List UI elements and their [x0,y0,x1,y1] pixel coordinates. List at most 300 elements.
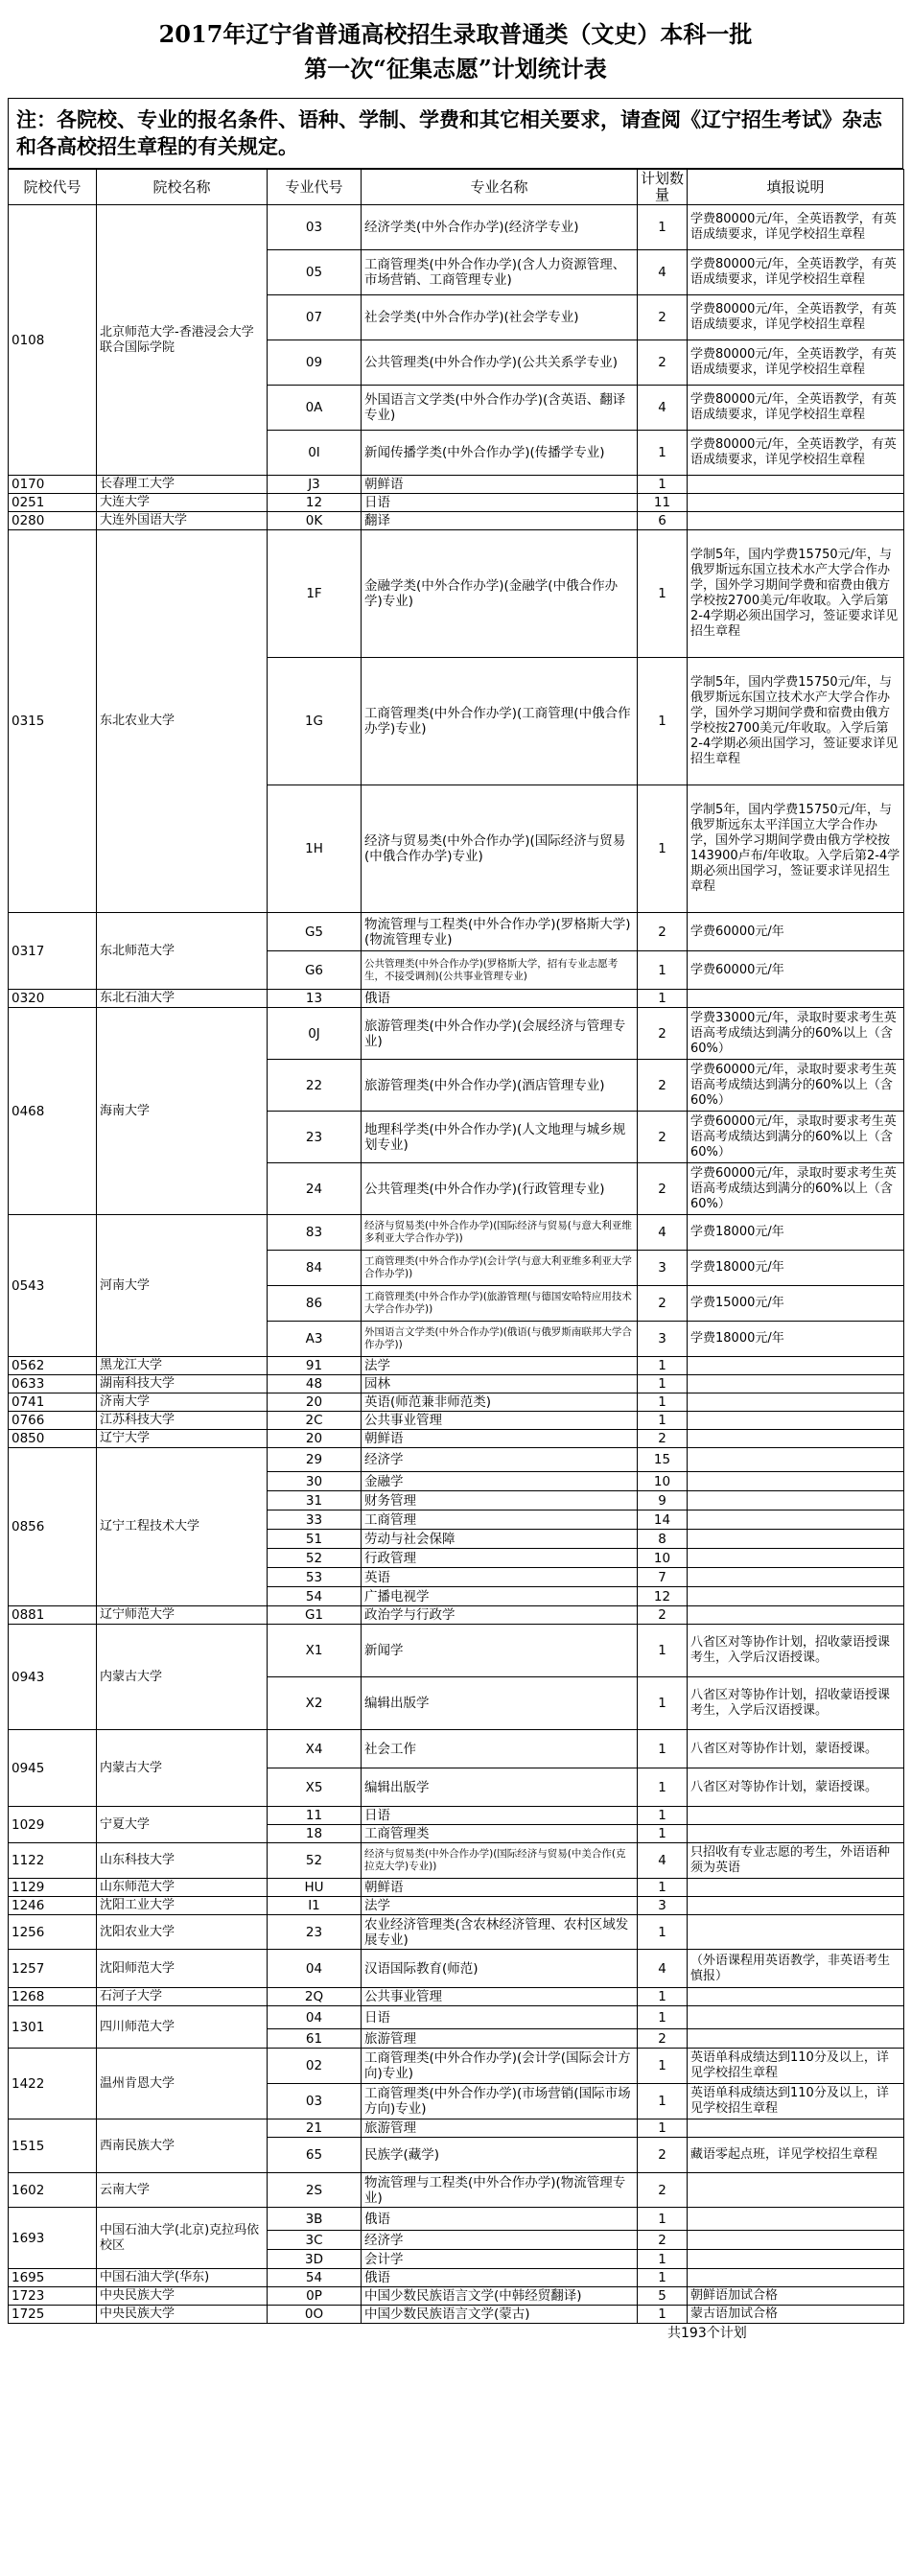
note-box: 注：各院校、专业的报名条件、语种、学制、学费和其它相关要求，请查阅《辽宁招生考试》杂志和各高校招生章程的有关规定。 [8,98,903,169]
header-school-name: 院校名称 [97,170,268,205]
school-name-cell: 云南大学 [97,2173,268,2208]
major-code-cell: 53 [268,1568,362,1587]
school-code-cell: 0317 [9,913,97,990]
fill-note-cell [688,2208,904,2231]
major-code-cell: J3 [268,476,362,494]
fill-note-cell: 英语单科成绩达到110分及以上，详见学校招生章程 [688,2049,904,2084]
major-code-cell: A3 [268,1322,362,1357]
school-name-cell: 中央民族大学 [97,2287,268,2306]
major-name-cell: 财务管理 [362,1491,638,1510]
major-code-cell: X2 [268,1677,362,1730]
header-major-code: 专业代号 [268,170,362,205]
plan-count-cell: 1 [638,530,688,658]
major-name-cell: 日语 [362,2006,638,2029]
table-row [9,2119,904,2138]
major-name-cell: 朝鲜语 [362,1430,638,1448]
school-code-cell: 1246 [9,1897,97,1915]
school-name-cell: 江苏科技大学 [97,1412,268,1430]
school-code-cell: 1422 [9,2049,97,2119]
major-code-cell: 52 [268,1843,362,1879]
table-row [9,1915,904,1950]
major-code-cell: 61 [268,2029,362,2049]
school-code-cell: 1602 [9,2173,97,2208]
school-name-cell: 山东师范大学 [97,1879,268,1897]
table-row [9,913,904,951]
major-code-cell: 1F [268,530,362,658]
fill-note-cell: 学费60000元/年 [688,913,904,951]
plan-count-cell: 1 [638,1393,688,1412]
major-code-cell: 86 [268,1286,362,1322]
school-name-cell: 宁夏大学 [97,1807,268,1843]
table-header-row [9,170,904,205]
table-row [9,1430,904,1448]
fill-note-cell: 学费33000元/年，录取时要求考生英语高考成绩达到满分的60%以上（含60%） [688,1008,904,1060]
table-row [9,1988,904,2006]
plan-count-cell: 1 [638,1915,688,1950]
school-name-cell: 内蒙古大学 [97,1730,268,1807]
school-name-cell: 辽宁师范大学 [97,1606,268,1625]
plan-count-cell: 2 [638,1163,688,1215]
plan-count-cell: 1 [638,205,688,250]
fill-note-cell [688,2231,904,2250]
school-code-cell: 0562 [9,1357,97,1375]
plan-count-cell: 2 [638,1430,688,1448]
major-name-cell: 金融学 [362,1472,638,1491]
school-name-cell: 东北石油大学 [97,990,268,1008]
major-name-cell: 工商管理类 [362,1825,638,1843]
fill-note-cell [688,476,904,494]
school-code-cell: 1301 [9,2006,97,2049]
school-name-cell: 山东科技大学 [97,1843,268,1879]
plan-count-cell: 2 [638,2138,688,2173]
major-code-cell: X5 [268,1768,362,1807]
plan-count-cell: 1 [638,2119,688,2138]
fill-note-cell [688,1879,904,1897]
school-code-cell: 0850 [9,1430,97,1448]
table-row [9,205,904,250]
major-code-cell: 13 [268,990,362,1008]
school-code-cell: 0741 [9,1393,97,1412]
major-code-cell: 0K [268,512,362,530]
major-code-cell: 03 [268,2084,362,2119]
table-row [9,1008,904,1060]
major-name-cell: 编辑出版学 [362,1768,638,1807]
major-code-cell: 21 [268,2119,362,2138]
major-code-cell: 29 [268,1448,362,1472]
plan-count-cell: 1 [638,2250,688,2269]
major-code-cell: 20 [268,1430,362,1448]
major-code-cell: 48 [268,1375,362,1393]
major-name-cell: 工商管理类(中外合作办学)(工商管理(中俄合作办学)专业) [362,658,638,785]
title-line-1: 2017年辽宁省普通高校招生录取普通类（文史）本科一批 [158,20,753,48]
fill-note-cell: 学费18000元/年 [688,1215,904,1251]
major-code-cell: X4 [268,1730,362,1768]
major-name-cell: 英语 [362,1568,638,1587]
fill-note-cell: 学费60000元/年，录取时要求考生英语高考成绩达到满分的60%以上（含60%） [688,1163,904,1215]
plan-count-cell: 1 [638,2306,688,2324]
major-name-cell: 物流管理与工程类(中外合作办学)(罗格斯大学)(物流管理专业) [362,913,638,951]
plan-count-cell: 2 [638,2231,688,2250]
major-code-cell: 1H [268,785,362,913]
fill-note-cell [688,1412,904,1430]
school-code-cell: 1256 [9,1915,97,1950]
table-row [9,1879,904,1897]
plan-count-cell: 2 [638,1060,688,1112]
major-code-cell: 0O [268,2306,362,2324]
fill-note-cell: 学费60000元/年 [688,951,904,990]
school-code-cell: 0881 [9,1606,97,1625]
plan-count-cell: 1 [638,2084,688,2119]
plan-count-cell: 1 [638,2269,688,2287]
major-name-cell: 经济与贸易类(中外合作办学)(国际经济与贸易(与意大利亚维多利亚大学合作办学)) [362,1215,638,1251]
fill-note-cell [688,2269,904,2287]
school-name-cell: 大连外国语大学 [97,512,268,530]
school-code-cell: 0468 [9,1008,97,1215]
plan-count-cell: 1 [638,1357,688,1375]
school-code-cell: 0320 [9,990,97,1008]
school-code-cell: 0251 [9,494,97,512]
plan-count-cell: 1 [638,1768,688,1807]
major-code-cell: 51 [268,1530,362,1549]
fill-note-cell [688,1491,904,1510]
major-name-cell: 行政管理 [362,1549,638,1568]
fill-note-cell [688,2173,904,2208]
school-name-cell: 温州肯恩大学 [97,2049,268,2119]
school-name-cell: 济南大学 [97,1393,268,1412]
major-code-cell: 1G [268,658,362,785]
fill-note-cell [688,1897,904,1915]
major-code-cell: 12 [268,494,362,512]
major-name-cell: 社会学类(中外合作办学)(社会学专业) [362,295,638,340]
plan-count-cell: 2 [638,1286,688,1322]
table-row [9,1412,904,1430]
major-name-cell: 民族学(藏学) [362,2138,638,2173]
school-name-cell: 中国石油大学(华东) [97,2269,268,2287]
plan-count-cell: 1 [638,431,688,476]
major-name-cell: 广播电视学 [362,1587,638,1606]
fill-note-cell: 学制5年，国内学费15750元/年，与俄罗斯远东国立技术水产大学合作办学，国外学习期间学费和宿费由俄方学校按2700美元/年收取。入学后第2-4学期必须出国学习，签证要求详见招生章程 [688,530,904,658]
plan-count-cell: 9 [638,1491,688,1510]
major-name-cell: 俄语 [362,2269,638,2287]
major-code-cell: 0I [268,431,362,476]
fill-note-cell: 英语单科成绩达到110分及以上，详见学校招生章程 [688,2084,904,2119]
table-row [9,1730,904,1768]
major-name-cell: 劳动与社会保障 [362,1530,638,1549]
school-code-cell: 1129 [9,1879,97,1897]
major-name-cell: 旅游管理 [362,2029,638,2049]
major-name-cell: 工商管理类(中外合作办学)(会计学(与意大利亚维多利亚大学合作办学)) [362,1251,638,1286]
fill-note-cell: 学费18000元/年 [688,1251,904,1286]
title-line-2: 第一次“征集志愿”计划统计表 [304,55,607,82]
table-row [9,494,904,512]
fill-note-cell: 学费80000元/年，全英语教学，有英语成绩要求，详见学校招生章程 [688,386,904,431]
major-name-cell: 社会工作 [362,1730,638,1768]
plan-count-cell: 1 [638,1730,688,1768]
fill-note-cell: 只招收有专业志愿的考生，外语语种须为英语 [688,1843,904,1879]
fill-note-cell: 学费80000元/年，全英语教学，有英语成绩要求，详见学校招生章程 [688,431,904,476]
major-name-cell: 政治学与行政学 [362,1606,638,1625]
major-code-cell: 31 [268,1491,362,1510]
fill-note-cell: 学费80000元/年，全英语教学，有英语成绩要求，详见学校招生章程 [688,205,904,250]
major-name-cell: 法学 [362,1357,638,1375]
school-name-cell: 长春理工大学 [97,476,268,494]
fill-note-cell [688,1807,904,1825]
school-code-cell: 1695 [9,2269,97,2287]
major-name-cell: 朝鲜语 [362,1879,638,1897]
school-name-cell: 辽宁工程技术大学 [97,1448,268,1606]
school-name-cell: 海南大学 [97,1008,268,1215]
plan-count-cell: 7 [638,1568,688,1587]
school-name-cell: 东北农业大学 [97,530,268,913]
school-code-cell: 0315 [9,530,97,913]
major-code-cell: 65 [268,2138,362,2173]
header-school-code: 院校代号 [9,170,97,205]
school-code-cell: 0280 [9,512,97,530]
major-name-cell: 外国语言文学类(中外合作办学)(俄语(与俄罗斯南联邦大学合作办学)) [362,1322,638,1357]
major-name-cell: 经济学类(中外合作办学)(经济学专业) [362,205,638,250]
major-name-cell: 工商管理类(中外合作办学)(市场营销(国际市场方向)专业) [362,2084,638,2119]
major-name-cell: 工商管理类(中外合作办学)(含人力资源管理、市场营销、工商管理专业) [362,250,638,295]
major-name-cell: 俄语 [362,990,638,1008]
school-name-cell: 大连大学 [97,494,268,512]
plan-count-cell: 1 [638,1412,688,1430]
plan-count-cell: 1 [638,2208,688,2231]
school-name-cell: 北京师范大学-香港浸会大学联合国际学院 [97,205,268,476]
major-name-cell: 新闻学 [362,1625,638,1677]
table-row [9,1215,904,1251]
major-code-cell: HU [268,1879,362,1897]
plan-count-cell: 2 [638,2173,688,2208]
major-code-cell: 04 [268,1950,362,1988]
table-row [9,2269,904,2287]
fill-note-cell: 八省区对等协作计划，蒙语授课。 [688,1768,904,1807]
major-code-cell: 0A [268,386,362,431]
school-name-cell: 石河子大学 [97,1988,268,2006]
plan-count-cell: 1 [638,2049,688,2084]
major-name-cell: 公共事业管理 [362,1412,638,1430]
major-name-cell: 金融学类(中外合作办学)(金融学(中俄合作办学)专业) [362,530,638,658]
school-name-cell: 中国石油大学(北京)克拉玛依校区 [97,2208,268,2269]
school-code-cell: 0856 [9,1448,97,1606]
fill-note-cell [688,2029,904,2049]
fill-note-cell: 学费80000元/年，全英语教学，有英语成绩要求，详见学校招生章程 [688,295,904,340]
plan-count-cell: 5 [638,2287,688,2306]
plan-count-cell: 1 [638,1375,688,1393]
school-name-cell: 黑龙江大学 [97,1357,268,1375]
major-name-cell: 外国语言文学类(中外合作办学)(含英语、翻译专业) [362,386,638,431]
table-row [9,1950,904,1988]
fill-note-cell [688,2006,904,2029]
fill-note-cell: 藏语零起点班，详见学校招生章程 [688,2138,904,2173]
plan-count-cell: 3 [638,1897,688,1915]
plan-count-cell: 12 [638,1587,688,1606]
major-name-cell: 日语 [362,494,638,512]
major-name-cell: 旅游管理 [362,2119,638,2138]
school-code-cell: 0108 [9,205,97,476]
plan-count-cell: 8 [638,1530,688,1549]
table-row [9,1375,904,1393]
fill-note-cell [688,1375,904,1393]
plan-count-cell: 1 [638,1879,688,1897]
major-name-cell: 地理科学类(中外合作办学)(人文地理与城乡规划专业) [362,1112,638,1163]
major-name-cell: 经济学 [362,2231,638,2250]
fill-note-cell: 学制5年，国内学费15750元/年，与俄罗斯远东国立技术水产大学合作办学，国外学习期间学费和宿费由俄方学校按2700美元/年收取。入学后第2-4学期必须出国学习，签证要求详见招生章程 [688,658,904,785]
major-name-cell: 工商管理 [362,1510,638,1530]
major-name-cell: 中国少数民族语言文学(蒙古) [362,2306,638,2324]
plan-count-cell: 10 [638,1472,688,1491]
fill-note-cell: 八省区对等协作计划，招收蒙语授课考生，入学后汉语授课。 [688,1625,904,1677]
table-row [9,1625,904,1677]
major-code-cell: 30 [268,1472,362,1491]
major-code-cell: 3C [268,2231,362,2250]
plan-count-cell: 3 [638,1322,688,1357]
school-name-cell: 四川师范大学 [97,2006,268,2049]
school-code-cell: 1122 [9,1843,97,1879]
table-row [9,2049,904,2084]
table-row [9,1843,904,1879]
major-name-cell: 汉语国际教育(师范) [362,1950,638,1988]
total-count: 共193个计划 [667,2326,747,2341]
major-code-cell: 2Q [268,1988,362,2006]
plan-count-cell: 1 [638,2006,688,2029]
plan-count-cell: 1 [638,1825,688,1843]
major-code-cell: 18 [268,1825,362,1843]
plan-count-cell: 2 [638,295,688,340]
major-name-cell: 工商管理类(中外合作办学)(会计学(国际会计方向)专业) [362,2049,638,2084]
header-major-name: 专业名称 [362,170,638,205]
fill-note-cell: 蒙古语加试合格 [688,2306,904,2324]
major-name-cell: 旅游管理类(中外合作办学)(会展经济与管理专业) [362,1008,638,1060]
plan-count-cell: 10 [638,1549,688,1568]
major-name-cell: 法学 [362,1897,638,1915]
plan-count-cell: 11 [638,494,688,512]
table-row [9,1606,904,1625]
plan-count-cell: 2 [638,340,688,386]
school-code-cell: 0633 [9,1375,97,1393]
plan-count-cell: 2 [638,1008,688,1060]
major-code-cell: 84 [268,1251,362,1286]
major-code-cell: 52 [268,1549,362,1568]
fill-note-cell [688,1393,904,1412]
school-code-cell: 0543 [9,1215,97,1357]
fill-note-cell [688,1988,904,2006]
table-body [9,205,904,2324]
plan-count-cell: 15 [638,1448,688,1472]
fill-note-cell [688,1448,904,1472]
major-code-cell: 24 [268,1163,362,1215]
fill-note-cell: 八省区对等协作计划，蒙语授课。 [688,1730,904,1768]
fill-note-cell: 学费15000元/年 [688,1286,904,1322]
school-code-cell: 1257 [9,1950,97,1988]
major-code-cell: 2C [268,1412,362,1430]
school-code-cell: 0943 [9,1625,97,1730]
table-row [9,1393,904,1412]
table-row [9,1807,904,1825]
table-row [9,2208,904,2231]
major-code-cell: 02 [268,2049,362,2084]
major-name-cell: 工商管理类(中外合作办学)(旅游管理(与德国安哈特应用技术大学合作办学)) [362,1286,638,1322]
major-code-cell: X1 [268,1625,362,1677]
major-code-cell: 83 [268,1215,362,1251]
major-code-cell: G6 [268,951,362,990]
major-name-cell: 公共事业管理 [362,1988,638,2006]
plan-count-cell: 6 [638,512,688,530]
fill-note-cell [688,1472,904,1491]
major-code-cell: 23 [268,1112,362,1163]
fill-note-cell: 学制5年，国内学费15750元/年，与俄罗斯远东太平洋国立大学合作办学，国外学习期间学费由俄方学校按143900卢布/年收取。入学后第2-4学期必须出国学习，签证要求详见招生章程 [688,785,904,913]
table-row [9,2006,904,2029]
plan-count-cell: 1 [638,951,688,990]
major-name-cell: 公共管理类(中外合作办学)(罗格斯大学，招有专业志愿考生，不接受调剂)(公共事业管理专业) [362,951,638,990]
school-code-cell: 1693 [9,2208,97,2269]
school-name-cell: 中央民族大学 [97,2306,268,2324]
table-row [9,2306,904,2324]
school-name-cell: 东北师范大学 [97,913,268,990]
major-name-cell: 园林 [362,1375,638,1393]
header-plan-count: 计划数量 [638,170,688,205]
fill-note-cell [688,2119,904,2138]
fill-note-cell: 学费80000元/年，全英语教学，有英语成绩要求，详见学校招生章程 [688,340,904,386]
major-code-cell: 11 [268,1807,362,1825]
fill-note-cell: 学费60000元/年，录取时要求考生英语高考成绩达到满分的60%以上（含60%） [688,1112,904,1163]
major-code-cell: 03 [268,205,362,250]
table-row [9,476,904,494]
major-name-cell: 经济与贸易类(中外合作办学)(国际经济与贸易(中美合作(克拉克大学)专业)) [362,1843,638,1879]
table-row [9,530,904,658]
school-name-cell: 河南大学 [97,1215,268,1357]
table-row [9,2173,904,2208]
major-code-cell: 04 [268,2006,362,2029]
major-name-cell: 经济学 [362,1448,638,1472]
plan-count-cell: 1 [638,990,688,1008]
plan-count-cell: 2 [638,1606,688,1625]
plan-count-cell: 14 [638,1510,688,1530]
table-row [9,1357,904,1375]
major-code-cell: G5 [268,913,362,951]
school-name-cell: 沈阳师范大学 [97,1950,268,1988]
fill-note-cell: 朝鲜语加试合格 [688,2287,904,2306]
fill-note-cell [688,1530,904,1549]
major-name-cell: 新闻传播学类(中外合作办学)(传播学专业) [362,431,638,476]
table-row [9,1897,904,1915]
plan-count-cell: 2 [638,2029,688,2049]
header-fill-note: 填报说明 [688,170,904,205]
fill-note-cell [688,1606,904,1625]
major-code-cell: 54 [268,1587,362,1606]
fill-note-cell: 学费18000元/年 [688,1322,904,1357]
fill-note-cell [688,1549,904,1568]
major-code-cell: 22 [268,1060,362,1112]
fill-note-cell [688,494,904,512]
major-code-cell: I1 [268,1897,362,1915]
fill-note-cell: （外语课程用英语教学，非英语考生慎报） [688,1950,904,1988]
plan-count-cell: 4 [638,1950,688,1988]
major-name-cell: 俄语 [362,2208,638,2231]
plan-count-cell: 1 [638,1807,688,1825]
major-code-cell: 05 [268,250,362,295]
plan-count-cell: 2 [638,1112,688,1163]
plan-count-cell: 1 [638,476,688,494]
major-name-cell: 旅游管理类(中外合作办学)(酒店管理专业) [362,1060,638,1112]
plan-count-cell: 3 [638,1251,688,1286]
major-name-cell: 翻译 [362,512,638,530]
plan-count-cell: 4 [638,250,688,295]
major-name-cell: 中国少数民族语言文学(中韩经贸翻译) [362,2287,638,2306]
major-code-cell: 09 [268,340,362,386]
major-name-cell: 公共管理类(中外合作办学)(公共关系学专业) [362,340,638,386]
major-code-cell: 3B [268,2208,362,2231]
fill-note-cell [688,1510,904,1530]
